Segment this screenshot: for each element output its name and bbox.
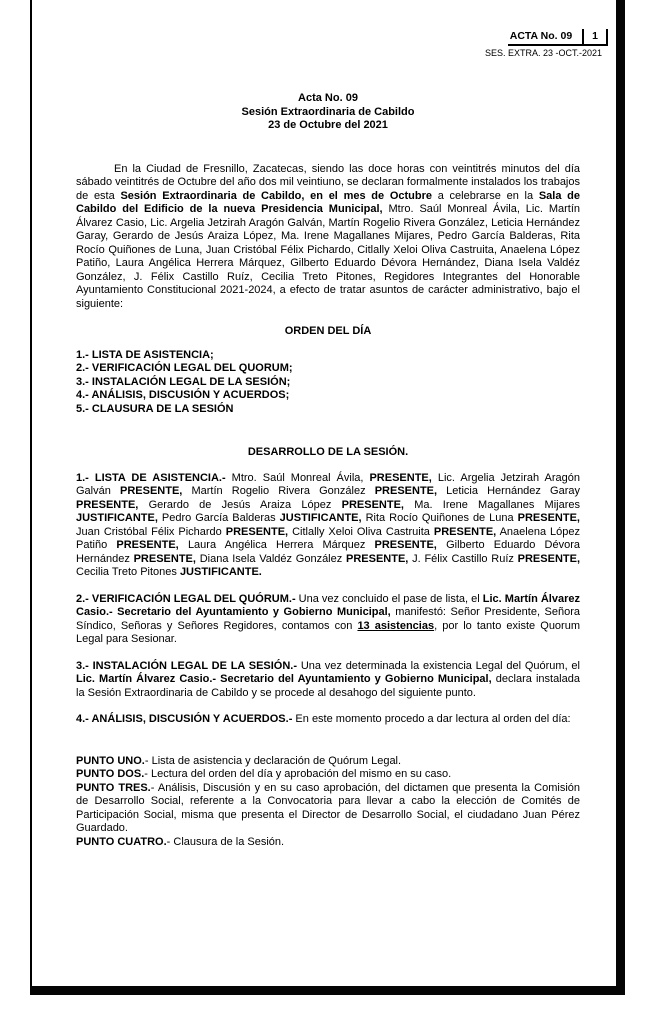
- orden-del-dia-heading: ORDEN DEL DÍA: [284, 325, 372, 337]
- orden-item-4: 4.- ANÁLISIS, DISCUSIÓN Y ACUERDOS;: [76, 389, 290, 401]
- title-line-session: Sesión Extraordinaria de Cabildo: [241, 105, 415, 118]
- section-analisis-acuerdos: 4.- ANÁLISIS, DISCUSIÓN Y ACUERDOS.- En este momento procedo a dar lectura al orden del día:: [76, 713, 571, 725]
- session-label: SES. EXTRA. 23 -OCT.-2021: [484, 48, 602, 58]
- puntos-list: [76, 755, 580, 850]
- title-line-date: 23 de Octubre del 2021: [268, 119, 388, 131]
- punto-tres: PUNTO TRES.- Análisis, Discusión y en su caso aprobación, del dictamen que presenta la Comisión de Desarrollo Social, referente a la Convocatoria para llevar a cabo la elección de Comités de Participación Social, misma que presenta el Director de Desarrollo Social, el ciudadano Juan Pérez Guardado.: [76, 781, 580, 834]
- page-header: [485, 26, 608, 58]
- document-title: [76, 92, 580, 133]
- orden-item-3: 3.- INSTALACIÓN LEGAL DE LA SESIÓN;: [76, 375, 291, 388]
- punto-uno: PUNTO UNO.- Lista de asistencia y declaración de Quórum Legal.: [76, 754, 402, 767]
- title-line-acta: Acta No. 09: [298, 92, 358, 104]
- desarrollo-heading: DESARROLLO DE LA SESIÓN.: [247, 446, 409, 458]
- section-instalacion-sesion: 3.- INSTALACIÓN LEGAL DE LA SESIÓN.- Una vez determinada la existencia Legal del Quórum, el Lic. Martín Álvarez Casio.- Secretario del Ayuntamiento y Gobierno Municipal, declara instalada la Sesión Extraordinaria de Cabildo y se procede al desahogo del siguiente punto.: [76, 659, 580, 699]
- acta-header-row: [508, 29, 608, 46]
- orden-del-dia-list: [76, 349, 580, 417]
- page-number: 1: [582, 29, 608, 44]
- orden-item-5: 5.- CLAUSURA DE LA SESIÓN: [76, 402, 234, 415]
- orden-item-1: 1.- LISTA DE ASISTENCIA;: [76, 348, 214, 361]
- punto-cuatro: PUNTO CUATRO.- Clausura de la Sesión.: [76, 835, 285, 848]
- section-verificacion-quorum: 2.- VERIFICACIÓN LEGAL DEL QUÓRUM.- Una vez concluido el pase de lista, el Lic. Martín Álvarez Casio.- Secretario del Ayuntamiento y Gobierno Municipal, manifestó: Señor Presidente, Señora Síndico, Señoras y Señores Regidores, contamos con 13 asistencias, por lo tanto existe Quorum Legal para Sesionar.: [76, 592, 580, 645]
- intro-paragraph: En la Ciudad de Fresnillo, Zacatecas, siendo las doce horas con veintitrés minutos del día sábado veintitrés de Octubre del año dos mil veintiuno, se declaran formalmente instalados los trabajos de esta Sesión Extraordinaria de Cabildo, en el mes de Octubre a celebrarse en la Sala de Cabildo del Edificio de la nueva Presidencia Municipal, Mtro. Saúl Monreal Ávila, Lic. Martín Álvarez Casio, Lic. Argelia Jetzirah Aragón Galván, Martín Rogelio Rivera González, Leticia Hernández Garay, Gerardo de Jesús Araiza López, Ma. Irene Magallanes Mijares, Pedro García Balderas, Rita Rocío Quiñones de Luna, Juan Cristóbal Félix Pichardo, Citlally Xeloi Oliva Castruita, Anaelena López Patiño, Laura Angélica Herrera Márquez, Gilberto Eduardo Dévora Hernández, Diana Isela Valdéz González, J. Félix Castillo Ruíz, Cecilia Treto Pitones, Regidores Integrantes del Honorable Ayuntamiento Constitucional 2021-2024, a efecto de tratar asuntos de carácter administrativo, bajo el siguiente:: [76, 162, 580, 310]
- section-lista-asistencia: 1.- LISTA DE ASISTENCIA.- Mtro. Saúl Monreal Ávila, PRESENTE, Lic. Argelia Jetzirah Aragón Galván PRESENTE, Martín Rogelio Rivera González PRESENTE, Leticia Hernández Garay PRESENTE, Gerardo de Jesús Araiza López PRESENTE, Ma. Irene Magallanes Mijares JUSTIFICANTE, Pedro García Balderas JUSTIFICANTE, Rita Rocío Quiñones de Luna PRESENTE, Juan Cristóbal Félix Pichardo PRESENTE, Citlally Xeloi Oliva Castruita PRESENTE, Anaelena López Patiño PRESENTE, Laura Angélica Herrera Márquez PRESENTE, Gilberto Eduardo Dévora Hernández PRESENTE, Diana Isela Valdéz González PRESENTE, J. Félix Castillo Ruíz PRESENTE, Cecilia Treto Pitones JUSTIFICANTE.: [76, 471, 581, 578]
- acta-number-label: ACTA No. 09: [509, 30, 573, 42]
- orden-item-2: 2.- VERIFICACIÓN LEGAL DEL QUORUM;: [76, 362, 293, 374]
- punto-dos: PUNTO DOS.- Lectura del orden del día y aprobación del mismo en su caso.: [76, 768, 452, 780]
